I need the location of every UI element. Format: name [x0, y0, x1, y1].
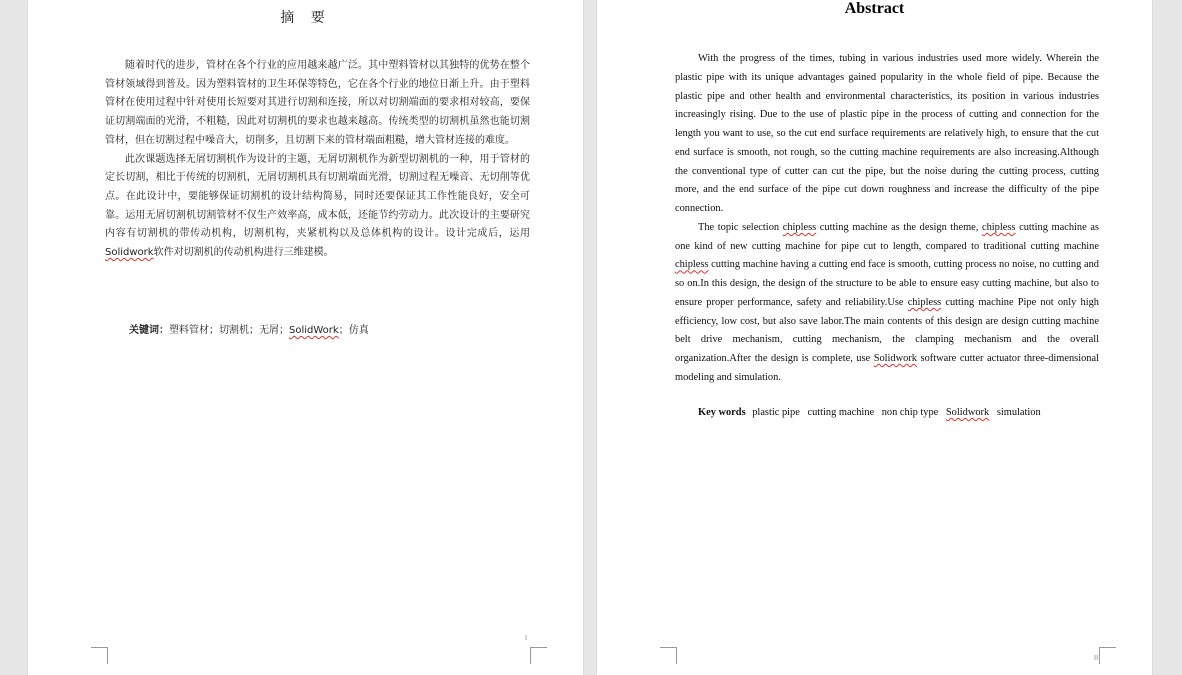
document-page-chinese-abstract[interactable] [28, 0, 583, 675]
text-run: The topic selection [698, 221, 783, 233]
keyword: cutting machine [807, 407, 875, 418]
spellcheck-flagged-word[interactable]: chipless [907, 296, 942, 308]
text-run: cutting machine as the design theme, [816, 221, 982, 233]
spellcheck-flagged-word[interactable]: chipless [981, 221, 1016, 233]
paragraph [105, 151, 530, 263]
margin-corner-mark [530, 647, 547, 664]
page-marker: I [525, 634, 528, 642]
spellcheck-flagged-word[interactable]: Solidwork [945, 407, 990, 418]
keywords-line [698, 407, 1118, 418]
abstract-body-english[interactable] [675, 50, 1099, 388]
document-page-english-abstract[interactable] [597, 0, 1152, 675]
margin-corner-mark [1099, 647, 1116, 664]
keyword: plastic pipe [752, 407, 800, 418]
text-run: cutting machine having a cutting end face is smooth, cutting process no noise, no cutting and so on.In this design, the design of the structure to be able to ensure easy cutting machine, but also to ensure proper performance, safety and reliability.Use [675, 259, 1099, 308]
keyword: non chip type [881, 407, 939, 418]
keywords-label: 关键词： [129, 325, 169, 336]
keywords-text: 塑料管材；切割机；无屑； [169, 325, 289, 336]
spellcheck-flagged-word[interactable]: chipless [782, 221, 817, 233]
margin-corner-mark [660, 647, 677, 664]
keywords-label: Key words [698, 407, 746, 418]
paragraph: 随着时代的进步，管材在各个行业的应用越来越广泛。其中塑料管材以其独特的优势在整个管材领域得到普及。因为塑料管材的卫生环保等特色，它在各个行业的地位日渐上升。由于塑料管材在使用过程中针对使用长短要对其进行切割和连接，所以对切割端面的要求相对较高，要保证切割端面的光滑，不粗糙，因此对切割机的要求也越来越高。传统类型的切割机虽然也能切割管材，但在切割过程中噪音大，切削多，且切割下来的管材端面粗糙，增大管材连接的难度。 [105, 60, 530, 146]
page-title: 摘 要 [280, 10, 331, 26]
paragraph: With the progress of the times, tubing in various industries used more widely. Wherein the plastic pipe with its unique advantages gained popularity in the whole field of pipe. Because the plastic pipe and other health and environmental characteristics, its position in various industries increasingly rising. Due to the use of plastic pipe in the process of cutting and connection for the length you want to use, so the cut end surface requirements are relatively high, to ensure that the cut end surface is smooth, not rough, so the cutting machine requirements are also increasing.Although the conventional type of cutter can cut the pipe, but the noise during the cutting process, cutting more, and the end surface of the pipe cut down roughness and increase the difficulty of the pipe connection. [675, 53, 1099, 214]
text-run: software cutter actuator three-dimensional modeling and simulation. [675, 353, 1099, 383]
spellcheck-flagged-word[interactable]: SolidWork [289, 325, 339, 336]
text-run: cutting machine as one kind of new cutting machine for pipe cut to length, compared to traditional cutting machine [675, 221, 1100, 252]
keywords-text: ；仿真 [338, 325, 369, 336]
text-run: cutting machine Pipe not only high efficiency, low cost, but also save labor.The main contents of this design are design cutting machine belt drive mechanism, cutting mechanism, the clamping mechanism and the overall organization.After the design is complete, use [675, 296, 1099, 364]
keyword: simulation [996, 407, 1041, 418]
spellcheck-flagged-word[interactable]: Solidwork [873, 353, 917, 364]
spellcheck-flagged-word[interactable]: chipless [675, 259, 709, 271]
keywords-line [129, 321, 549, 336]
paragraph [675, 219, 1099, 388]
spellcheck-flagged-word[interactable]: Solidwork [105, 247, 154, 259]
abstract-body-chinese[interactable] [105, 57, 530, 263]
text-run: 软件对切割机的传动机构进行三维建模。 [153, 247, 334, 259]
text-run: 此次课题选择无屑切割机作为设计的主题，无屑切割机作为新型切割机的一种，用于管材的定长切割，相比于传统的切割机，无屑切割机具有切割端面光滑，切割过程无噪音、无切削等优点。在此设计中，要能够保证切割机的设计结构简易，同时还要保证其工作性能良好，安全可靠。运用无屑切割机切割管材不仅生产效率高，成本低，还能节约劳动力。此次设计的主要研究内容有切割机的带传动机构，切割机构，夹紧机构以及总体机构的设计。设计完成后，运用 [105, 153, 530, 240]
page-title: Abstract [844, 0, 905, 17]
margin-corner-mark [91, 647, 108, 664]
page-marker: II [1094, 654, 1099, 662]
